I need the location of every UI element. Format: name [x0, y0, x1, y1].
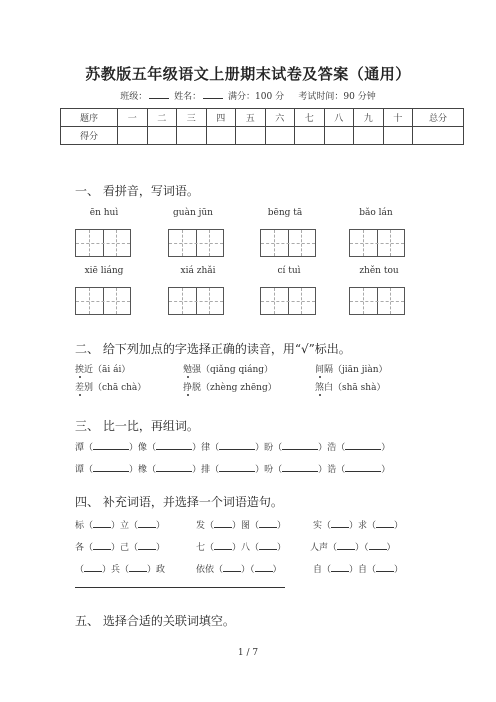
answer-blank[interactable]	[369, 541, 387, 550]
pronunciation-item[interactable]	[315, 380, 385, 393]
answer-blank[interactable]	[214, 519, 232, 528]
section-4-heading: 四、 补充词语，并选择一个词语造句。	[75, 495, 283, 509]
idiom-item: （ ）兵（ ）政	[75, 565, 166, 575]
score-cell[interactable]	[147, 127, 177, 145]
pronunciation-item[interactable]	[315, 362, 388, 375]
pinyin-label: xiá zhǎi	[180, 266, 216, 276]
header-cell: 九	[354, 109, 384, 127]
answer-blank[interactable]	[93, 463, 129, 472]
score-cell[interactable]	[177, 127, 207, 145]
compare-char: 律	[201, 443, 211, 453]
answer-blank[interactable]	[138, 519, 156, 528]
pinyin-label: zhěn tou	[359, 266, 399, 276]
dotted-char: 差	[75, 383, 85, 393]
class-label: 班级：	[120, 92, 148, 102]
answer-blank[interactable]	[156, 463, 192, 472]
compare-char: 橡	[138, 465, 148, 475]
compare-char: 像	[138, 443, 148, 453]
compare-char: 吩	[264, 465, 274, 475]
writing-grid[interactable]	[75, 229, 131, 257]
page-number: 1 / 7	[237, 648, 259, 658]
compare-char: 盼	[264, 443, 274, 453]
answer-blank[interactable]	[259, 541, 277, 550]
answer-blank[interactable]	[219, 463, 255, 472]
exam-time: 考试时间：90 分钟	[298, 92, 376, 102]
header-cell: 六	[265, 109, 295, 127]
compare-char: 排	[201, 465, 211, 475]
dotted-char: 挣	[183, 383, 193, 393]
compare-char: 潭	[75, 443, 85, 453]
idiom-item: 人声（ ）（ ）	[310, 543, 396, 553]
header-cell: 四	[206, 109, 236, 127]
dotted-char: 挨	[75, 365, 85, 375]
answer-blank[interactable]	[337, 541, 355, 550]
answer-blank[interactable]	[331, 563, 349, 572]
dotted-char: 煞	[315, 383, 325, 393]
header-cell: 题序	[61, 109, 118, 127]
answer-blank[interactable]	[345, 463, 381, 472]
idiom-item: 发（ ）图（ ）	[196, 521, 287, 531]
section-1-heading: 一、 看拼音，写词语。	[75, 184, 199, 198]
pronunciation-options: 隔（jiān jiàn）	[324, 365, 388, 375]
writing-grid[interactable]	[260, 287, 316, 315]
writing-grid[interactable]	[168, 229, 224, 257]
pronunciation-item[interactable]	[75, 362, 130, 375]
answer-blank[interactable]	[156, 441, 192, 450]
writing-grid[interactable]	[75, 287, 131, 315]
answer-blank[interactable]	[93, 541, 111, 550]
page-title: 苏教版五年级语文上册期末试卷及答案（通用）	[85, 65, 411, 83]
score-cell[interactable]	[236, 127, 266, 145]
compare-char: 浩	[327, 443, 337, 453]
header-cell: 十	[383, 109, 413, 127]
answer-blank[interactable]	[219, 441, 255, 450]
sentence-line[interactable]	[75, 587, 285, 588]
compare-row: 谭（ ）橡（ ）排（ ）吩（ ）诰（ ）	[75, 465, 391, 475]
answer-blank[interactable]	[255, 563, 273, 572]
score-row-label: 得分	[61, 127, 118, 145]
name-label: 姓名：	[174, 92, 202, 102]
answer-blank[interactable]	[259, 519, 277, 528]
answer-blank[interactable]	[129, 563, 147, 572]
exam-info	[0, 89, 496, 102]
section-5-heading: 五、 选择合适的关联词填空。	[75, 614, 235, 628]
writing-grid[interactable]	[168, 287, 224, 315]
answer-blank[interactable]	[138, 541, 156, 550]
answer-blank[interactable]	[282, 441, 318, 450]
pinyin-label: bēng tā	[267, 208, 303, 218]
pinyin-label: guàn jūn	[173, 208, 213, 218]
answer-blank[interactable]	[331, 519, 349, 528]
answer-blank[interactable]	[282, 463, 318, 472]
full-score: 满分：100 分	[228, 92, 285, 102]
pronunciation-options: 别（chā chà）	[84, 383, 147, 393]
idiom-item: 标（ ）立（ ）	[75, 521, 166, 531]
writing-grid[interactable]	[260, 229, 316, 257]
pronunciation-item[interactable]	[183, 362, 273, 375]
writing-grid[interactable]	[349, 229, 405, 257]
dotted-char: 间	[315, 365, 325, 375]
header-cell: 二	[147, 109, 177, 127]
idiom-item: 七（ ）八（ ）	[196, 543, 287, 553]
idiom-item: 实（ ）求（ ）	[313, 521, 404, 531]
header-cell: 五	[236, 109, 266, 127]
idiom-item: 自（ ）自（ ）	[313, 565, 404, 575]
score-header-row	[61, 109, 464, 127]
idiom-item: 各（ ）己（ ）	[75, 543, 166, 553]
section-2-heading: 二、 给下列加点的字选择正确的读音，用“√”标出。	[75, 342, 351, 356]
pronunciation-item[interactable]	[75, 380, 146, 393]
compare-row: 潭（ ）像（ ）律（ ）盼（ ）浩（ ）	[75, 443, 391, 453]
idiom-item: 依依（ ）（ ）	[196, 565, 282, 575]
pinyin-label: bǎo lán	[359, 208, 393, 218]
score-table	[60, 108, 464, 145]
answer-blank[interactable]	[93, 519, 111, 528]
score-row	[61, 127, 464, 145]
score-cell[interactable]	[206, 127, 236, 145]
score-cell[interactable]	[295, 127, 325, 145]
pinyin-label: xiē liáng	[84, 266, 124, 276]
header-cell: 总分	[413, 109, 464, 127]
header-cell: 三	[177, 109, 207, 127]
header-cell: 八	[324, 109, 354, 127]
pronunciation-options: 近（āi ái）	[84, 365, 131, 375]
score-cell[interactable]	[354, 127, 384, 145]
score-cell[interactable]	[324, 127, 354, 145]
pronunciation-item[interactable]	[183, 380, 277, 393]
pronunciation-options: 脱（zhèng zhēng）	[192, 383, 277, 393]
header-cell: 七	[295, 109, 325, 127]
pronunciation-options: 白（shā shà）	[324, 383, 386, 393]
answer-blank[interactable]	[84, 563, 102, 572]
name-blank[interactable]	[203, 89, 223, 99]
answer-blank[interactable]	[214, 541, 232, 550]
pinyin-label: cí tuì	[277, 266, 301, 276]
header-cell: 一	[118, 109, 148, 127]
answer-blank[interactable]	[345, 441, 381, 450]
score-cell[interactable]	[383, 127, 413, 145]
answer-blank[interactable]	[223, 563, 241, 572]
writing-grid[interactable]	[349, 287, 405, 315]
answer-blank[interactable]	[376, 563, 394, 572]
compare-char: 诰	[327, 465, 337, 475]
pinyin-label: ēn huì	[89, 208, 119, 218]
section-3-heading: 三、 比一比，再组词。	[75, 419, 199, 433]
score-cell[interactable]	[413, 127, 464, 145]
score-cell[interactable]	[265, 127, 295, 145]
compare-char: 谭	[75, 465, 85, 475]
answer-blank[interactable]	[376, 519, 394, 528]
dotted-char: 勉	[183, 365, 193, 375]
pronunciation-options: 强（qiǎng qiáng）	[192, 365, 274, 375]
score-cell[interactable]	[118, 127, 148, 145]
answer-blank[interactable]	[93, 441, 129, 450]
class-blank[interactable]	[149, 89, 169, 99]
